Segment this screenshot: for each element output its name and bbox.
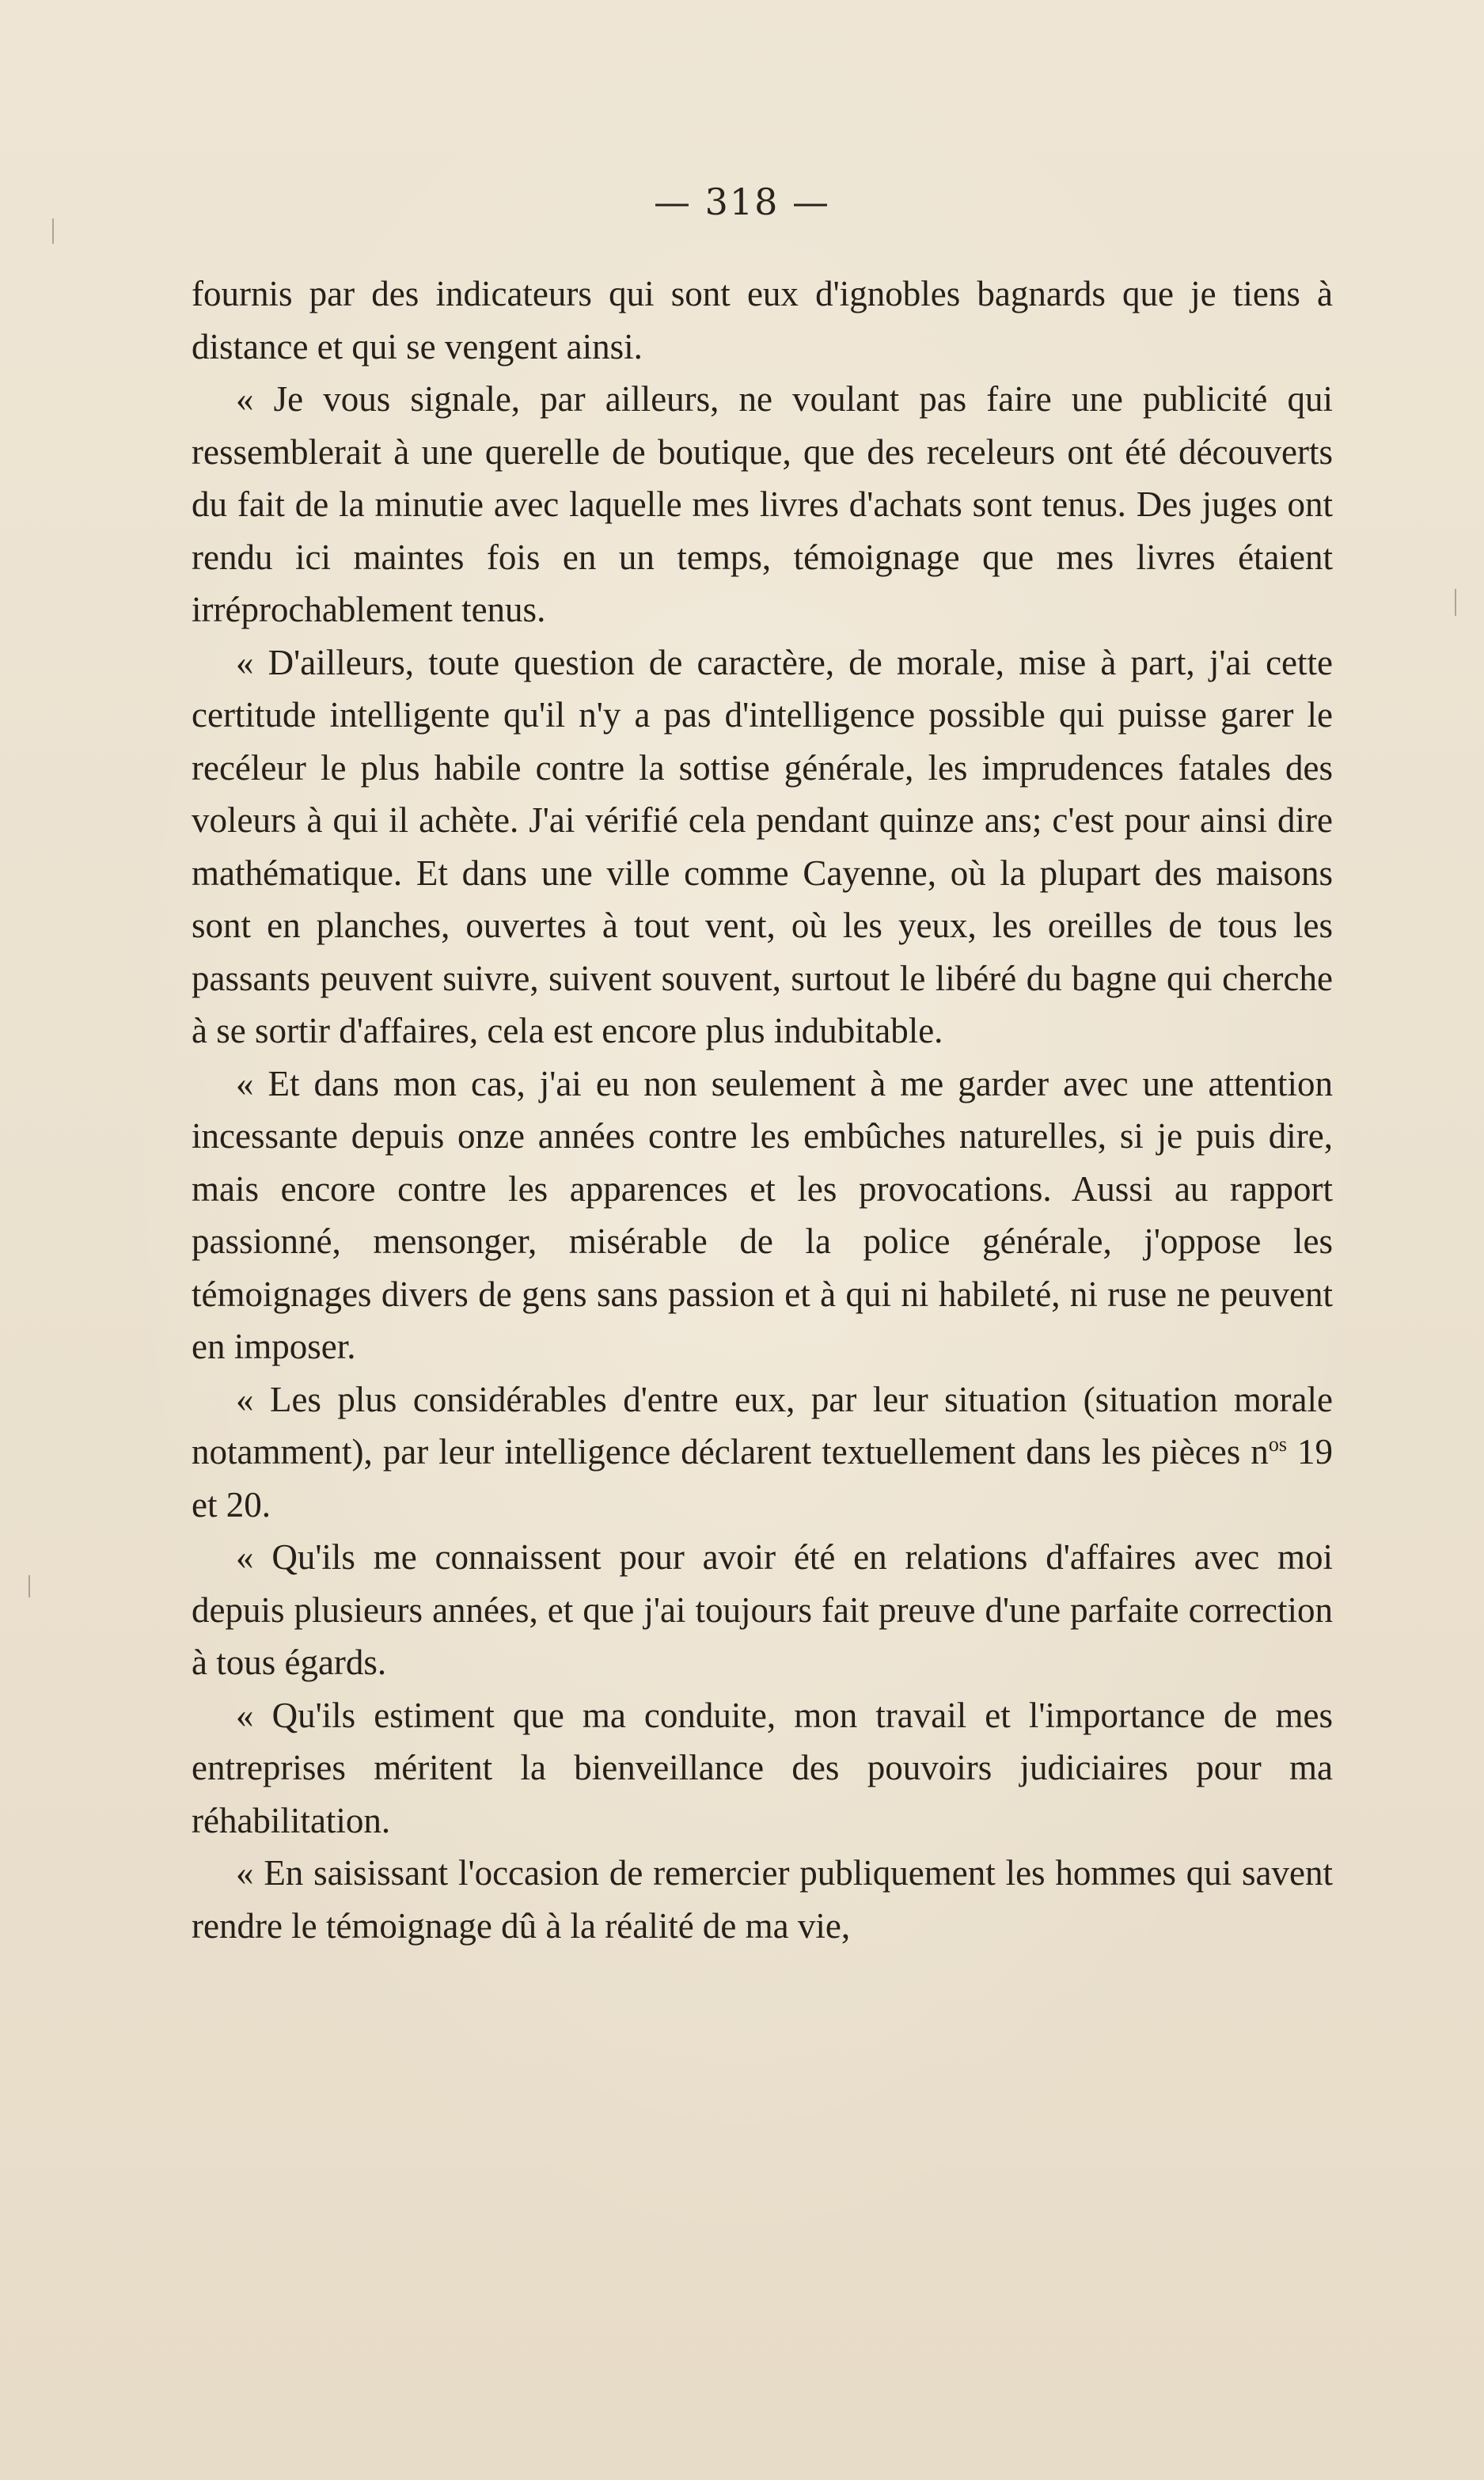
paragraph-5: [192, 1373, 1333, 1532]
paragraph-5-end: 19 et 20.: [192, 1432, 1334, 1525]
paragraph-8: « En saisissant l'occasion de remercier publiquement les hommes qui savent rendre le témoignage dû à la réalité de ma vie,: [192, 1853, 1333, 1946]
margin-mark-left-lower: [28, 1575, 30, 1597]
paragraph-6: « Qu'ils me connaissent pour avoir été en relations d'affaires avec moi depuis plusieurs années, et que j'ai toujours fait preuve d'une parfaite correction à tous égards.: [192, 1537, 1333, 1682]
paragraph-3: « D'ailleurs, toute question de caractère, de morale, mise à part, j'ai cette certitude intelligente qu'il n'y a pas d'intelligence possible qui puisse garer le recéleur le plus habile contre la sottise générale, les imprudences fatales des voleurs à qui il achète. J'ai vérifié cela pendant quinze ans; c'est pour ainsi dire mathématique. Et dans une ville comme Cayenne, où la plupart des maisons sont en planches, ouvertes à tout vent, où les yeux, les oreilles de tous les passants peuvent suivre, suivent souvent, surtout le libéré du bagne qui cherche à se sortir d'affaires, cela est encore plus indubitable.: [192, 642, 1333, 1050]
paragraph-2: « Je vous signale, par ailleurs, ne voulant pas faire une publicité qui ressemblerait à une querelle de boutique, que des receleurs ont été découverts du fait de la minutie avec laquelle mes livres d'achats sont tenus. Des juges ont rendu ici maintes fois en un temps, témoignage que mes livres étaient irréprochablement tenus.: [192, 379, 1333, 629]
paragraph-5-text: « Les plus considérables d'entre eux, par leur situation (situation morale notamment), par leur intelligence déclarent textuellement dans les pièces n: [192, 1379, 1333, 1472]
page-number: — 318 —: [653, 180, 831, 223]
paragraph-4: « Et dans mon cas, j'ai eu non seulement à me garder avec une attention incessante depuis onze années contre les embûches naturelles, si je puis dire, mais encore contre les apparences et les provocations. Aussi au rapport passionné, mensonger, misérable de la police générale, j'oppose les témoignages divers de gens sans passion et à qui ni habileté, ni ruse ne peuvent en imposer.: [192, 1063, 1333, 1366]
margin-mark-right: [1455, 589, 1456, 616]
numero-superscript: os: [1268, 1433, 1287, 1456]
paragraph-7: « Qu'ils estiment que ma conduite, mon travail et l'importance de mes entreprises méritent la bienveillance des pouvoirs judiciaires pour ma réhabilitation.: [192, 1695, 1333, 1840]
paragraph-1: fournis par des indicateurs qui sont eux d'ignobles bagnards que je tiens à distance et qui se vengent ainsi.: [192, 274, 1333, 366]
body-text: [192, 268, 1333, 1952]
